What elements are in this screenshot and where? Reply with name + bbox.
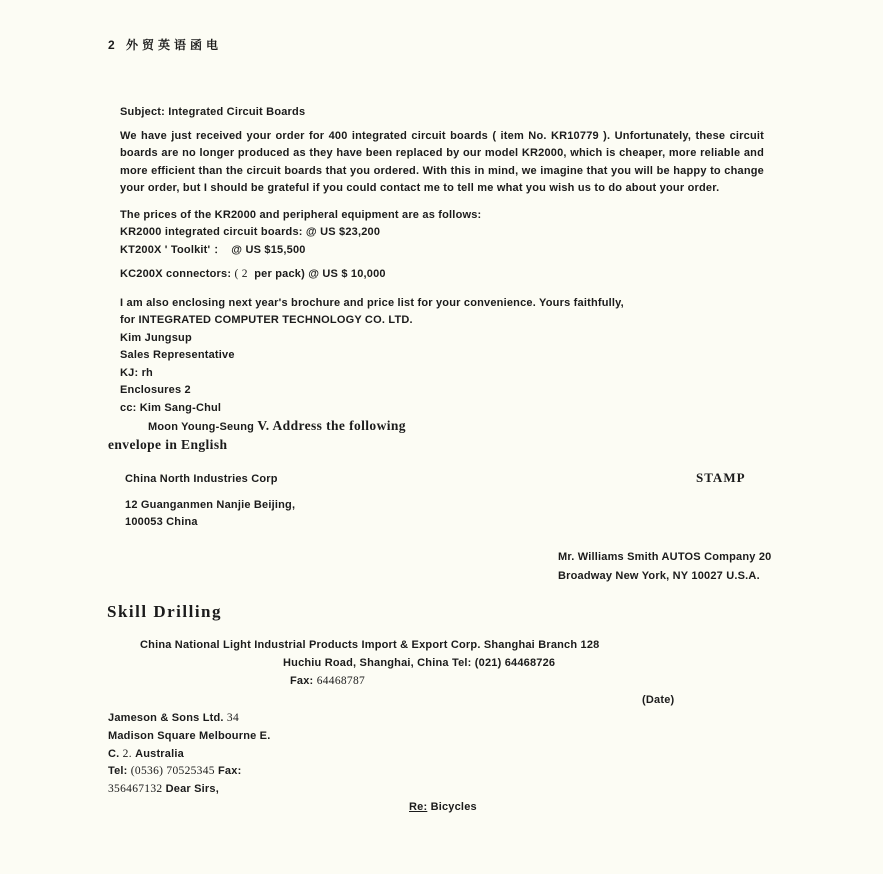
recipient-company: Jameson & Sons Ltd. (108, 712, 227, 724)
envelope-sender-name: China North Industries Corp (125, 473, 278, 485)
address-country: Australia (135, 747, 184, 760)
letterhead-address: Huchiu Road, Shanghai, China Tel: (021) 64468726 (283, 657, 556, 669)
prices-intro: The prices of the KR2000 and peripheral equipment are as follows: (120, 208, 482, 221)
fax-number-2: 356467132 (108, 783, 166, 796)
stamp-placeholder: STAMP (696, 470, 746, 485)
date-placeholder: (Date) (642, 694, 675, 706)
price-line-kc200x (120, 266, 764, 284)
cc-name-2: Moon Young-Seung (148, 421, 258, 433)
re-label: Re: (409, 801, 428, 813)
inside-address-line2: Madison Square Melbourne E. (108, 729, 271, 742)
kc200x-label: KC200X connectors: (120, 268, 235, 280)
price-line-kt200x: KT200X ' Toolkit' ： @ US $15,500 (120, 243, 306, 256)
envelope-sender-city: 100053 China (125, 516, 198, 528)
kc200x-pack-qty: ( 2 (234, 268, 251, 280)
reference-initials: KJ: rh (120, 366, 153, 379)
closing-line: I am also enclosing next year's brochure and price list for your convenience. Yours faithfully, (120, 296, 624, 309)
letter-paragraph: We have just received your order for 400 integrated circuit boards ( item No. KR10779 ). Unfortunately, these circuit boards are no longer produced as they have been replaced by our model KR2000, which is cheaper, more reliable and more efficient than the circuit boards that you ordered. With this in mind, we imagine that you will be happy to change your order, but I should be grateful if you could contact me to tell me what you wish us to do about your order. (120, 129, 764, 194)
envelope-sender-block (125, 471, 295, 532)
re-subject: Bicycles (427, 801, 477, 813)
inside-address-line4 (108, 763, 270, 781)
cc-line: cc: Kim Sang-Chul (120, 401, 222, 414)
fax-number: 64468787 (316, 675, 366, 687)
enclosures-line: Enclosures 2 (120, 384, 191, 396)
letterhead-company: China National Light Industrial Products Import & Export Corp. Shanghai Branch 128 (140, 639, 600, 651)
skill-drilling-heading: Skill Drilling (107, 602, 222, 621)
recipient-street-number: 34 (226, 712, 240, 724)
address-c: C. (108, 747, 123, 760)
cc-line-2 (148, 417, 764, 437)
fax-label-2: Fax: (218, 765, 242, 778)
inside-address-line3 (108, 746, 270, 764)
kc200x-price: per pack) @ US $ 10,000 (250, 268, 386, 280)
salutation: Dear Sirs, (165, 783, 219, 796)
letterhead-fax (290, 673, 365, 691)
tel-number: (0536) 70525345 (130, 765, 219, 778)
tel-label: Tel: (108, 765, 131, 778)
address-district-number: 2. (122, 747, 136, 760)
page-header: 2 外贸英语函电 (108, 38, 223, 52)
letter-body (120, 104, 764, 437)
envelope-recipient-address: Broadway New York, NY 10027 U.S.A. (558, 570, 760, 582)
signer-title: Sales Representative (120, 349, 235, 361)
inside-address-line5 (108, 781, 270, 799)
company-line: for INTEGRATED COMPUTER TECHNOLOGY CO. LTD. (120, 314, 413, 326)
fax-label: Fax: (290, 675, 317, 687)
inside-address-line1 (108, 710, 270, 728)
section-v-heading: V. Address the following (257, 418, 406, 433)
envelope-recipient-name: Mr. Williams Smith AUTOS Company 20 (558, 551, 772, 563)
signer-name: Kim Jungsup (120, 331, 192, 344)
letter-subject: Subject: Integrated Circuit Boards (120, 106, 306, 118)
envelope-sender-street: 12 Guanganmen Nanjie Beijing, (125, 498, 296, 511)
re-line (409, 799, 477, 817)
section-v-heading-continued: envelope in English (108, 437, 228, 452)
price-line-kr2000: KR2000 integrated circuit boards: @ US $23,200 (120, 226, 381, 238)
envelope-recipient-block (558, 548, 772, 586)
inside-address-block (108, 710, 270, 799)
